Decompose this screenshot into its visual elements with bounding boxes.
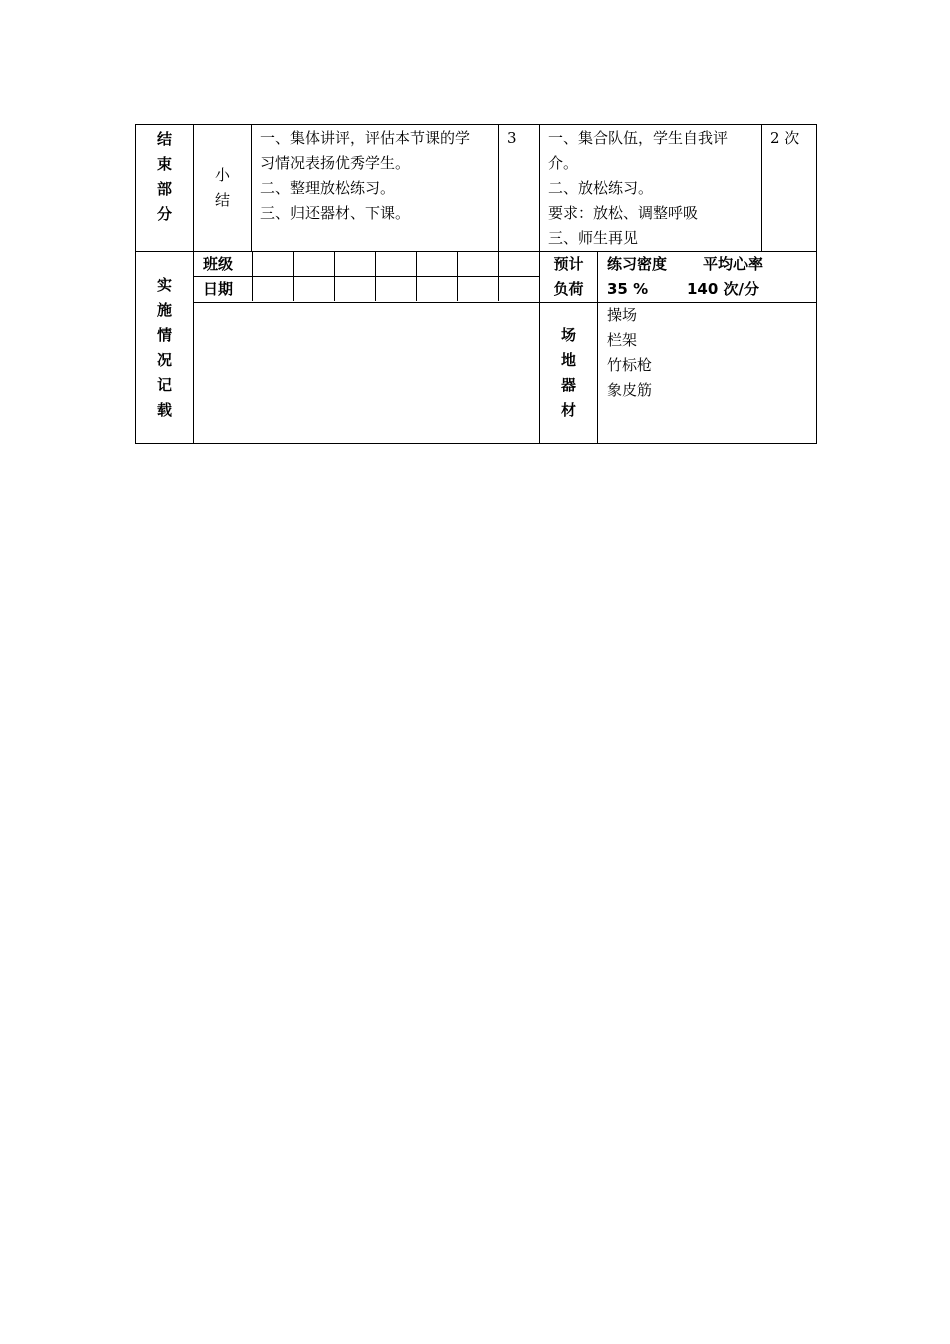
class-row	[194, 252, 539, 277]
content-line: 三、归还器材、下课。	[260, 204, 411, 222]
date-cell	[252, 277, 293, 302]
class-cell	[375, 252, 416, 277]
organization-line: 二、放松练习。	[548, 179, 654, 197]
date-cell	[498, 277, 539, 302]
ending-time: 3	[499, 125, 540, 252]
lesson-plan-table-wrapper	[135, 124, 816, 444]
implementation-record-row	[136, 303, 817, 444]
density-value: 35 %	[607, 280, 649, 298]
date-cell	[375, 277, 416, 302]
label-char: 材	[560, 401, 576, 419]
class-cell	[334, 252, 375, 277]
density-label: 练习密度	[607, 255, 668, 273]
label-char: 结	[156, 130, 172, 148]
date-cell	[293, 277, 334, 302]
label-char: 场	[560, 326, 576, 344]
expected-load-label	[540, 252, 598, 302]
label-char: 情	[156, 325, 172, 344]
equipment-label	[540, 303, 598, 443]
equipment-item: 操场	[607, 306, 638, 324]
summary-label	[194, 125, 252, 252]
heart-rate-value: 140 次/分	[687, 280, 760, 298]
equipment-cell	[540, 303, 817, 444]
label-char: 束	[156, 155, 172, 173]
label-char: 小	[214, 166, 230, 184]
lesson-plan-table	[135, 124, 817, 444]
date-cell	[334, 277, 375, 302]
label-char: 分	[156, 205, 172, 223]
date-cell	[457, 277, 498, 302]
date-cell	[416, 277, 457, 302]
label-char: 结	[214, 191, 230, 209]
content-line: 一、集体讲评，评估本节课的学	[260, 129, 471, 147]
ending-organization	[540, 125, 762, 252]
load-label-line: 负荷	[553, 280, 584, 298]
content-line: 二、整理放松练习。	[260, 179, 396, 197]
equipment-item: 象皮筋	[607, 381, 653, 399]
label-char: 实	[156, 275, 172, 294]
equipment-item: 栏架	[607, 331, 638, 349]
equipment-list	[598, 303, 816, 443]
ending-section-label	[136, 125, 194, 252]
content-line: 习情况表扬优秀学生。	[260, 154, 411, 172]
label-char: 地	[560, 351, 576, 369]
organization-line: 要求：放松、调整呼吸	[548, 204, 699, 222]
label-char: 施	[156, 300, 172, 319]
label-char: 部	[156, 180, 172, 198]
organization-line: 介。	[548, 154, 579, 172]
date-row	[194, 277, 539, 302]
heart-rate-label: 平均心率	[703, 255, 764, 273]
ending-content	[252, 125, 499, 252]
class-cell	[416, 252, 457, 277]
ending-section-row	[136, 125, 817, 252]
implementation-record-label	[136, 252, 194, 444]
implementation-class-date-row	[136, 252, 817, 303]
equipment-item: 竹标枪	[607, 356, 653, 374]
class-cell	[457, 252, 498, 277]
date-label: 日期	[194, 277, 252, 302]
label-char: 况	[156, 350, 172, 369]
label-char: 载	[156, 400, 172, 419]
load-label-line: 预计	[553, 255, 584, 273]
class-date-grid	[194, 252, 539, 301]
organization-line: 一、集合队伍，学生自我评	[548, 129, 729, 147]
class-cell	[293, 252, 334, 277]
class-cell	[498, 252, 539, 277]
load-cell	[540, 252, 817, 303]
load-values	[598, 252, 816, 302]
organization-line: 三、师生再见	[548, 229, 639, 247]
label-char: 记	[156, 375, 172, 394]
label-char: 器	[560, 376, 576, 394]
ending-count: 2 次	[762, 125, 817, 252]
class-cell	[252, 252, 293, 277]
record-area	[194, 303, 540, 444]
class-date-grid-cell	[194, 252, 540, 303]
class-label: 班级	[194, 252, 252, 277]
